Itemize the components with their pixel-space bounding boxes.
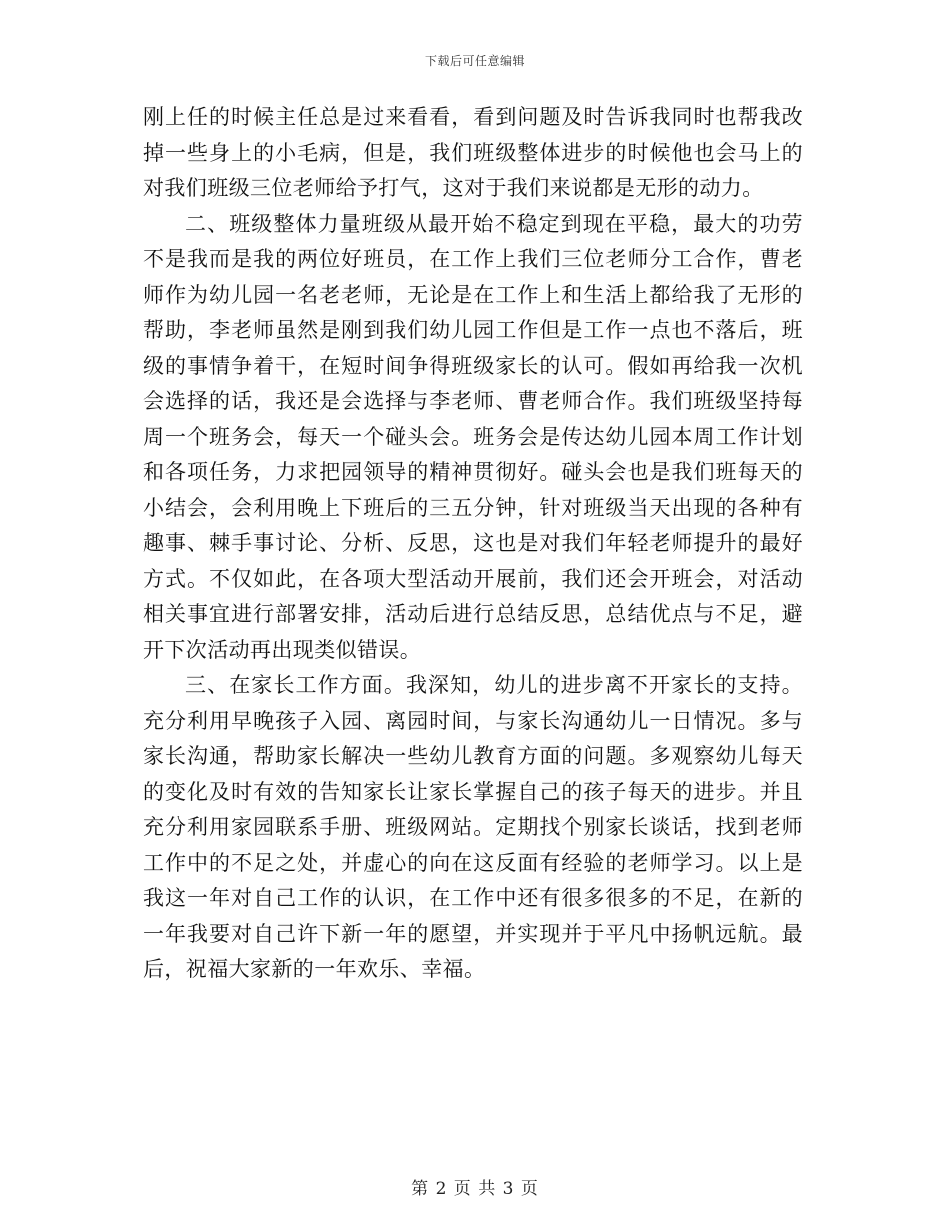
page-number: 第 2 页 共 3 页 bbox=[411, 1179, 539, 1199]
paragraph-parent-work: 三、在家长工作方面。我深知，幼儿的进步离不开家长的支持。充分利用早晚孩子入园、离园时间，与家长沟通幼儿一日情况。多与家长沟通，帮助家长解决一些幼儿教育方面的问题。多观察幼儿每天的变化及时有效的告知家长让家长掌握自己的孩子每天的进步。并且充分利用家园联系手册、班级网站。定期找个别家长谈话，找到老师工作中的不足之处，并虚心的向在这反面有经验的老师学习。以上是我这一年对自己工作的认识，在工作中还有很多很多的不足，在新的一年我要对自己许下新一年的愿望，并实现并于平凡中扬帆远航。最后，祝福大家新的一年欢乐、幸福。 bbox=[143, 673, 803, 981]
paragraph-class-strength: 二、班级整体力量班级从最开始不稳定到现在平稳，最大的功劳不是我而是我的两位好班员，在工作上我们三位老师分工合作，曹老师作为幼儿园一名老老师，无论是在工作上和生活上都给我了无形的帮助，李老师虽然是刚到我们幼儿园工作但是工作一点也不落后，班级的事情争着干，在短时间争得班级家长的认可。假如再给我一次机会选择的话，我还是会选择与李老师、曹老师合作。我们班级坚持每周一个班务会，每天一个碰头会。班务会是传达幼儿园本周工作计划和各项任务，力求把园领导的精神贯彻好。碰头会也是我们班每天的小结会，会利用晚上下班后的三五分钟，针对班级当天出现的各种有趣事、棘手事讨论、分析、反思，这也是对我们年轻老师提升的最好方式。不仅如此，在各项大型活动开展前，我们还会开班会，对活动相关事宜进行部署安排，活动后进行总结反思，总结优点与不足，避开下次活动再出现类似错误。 bbox=[143, 211, 803, 662]
document-body bbox=[143, 100, 803, 988]
paragraph-continuation: 刚上任的时候主任总是过来看看，看到问题及时告诉我同时也帮我改掉一些身上的小毛病，但是，我们班级整体进步的时候他也会马上的对我们班级三位老师给予打气，这对于我们来说都是无形的动力。 bbox=[143, 105, 803, 200]
page-header: 下载后可任意编辑 bbox=[424, 54, 525, 68]
